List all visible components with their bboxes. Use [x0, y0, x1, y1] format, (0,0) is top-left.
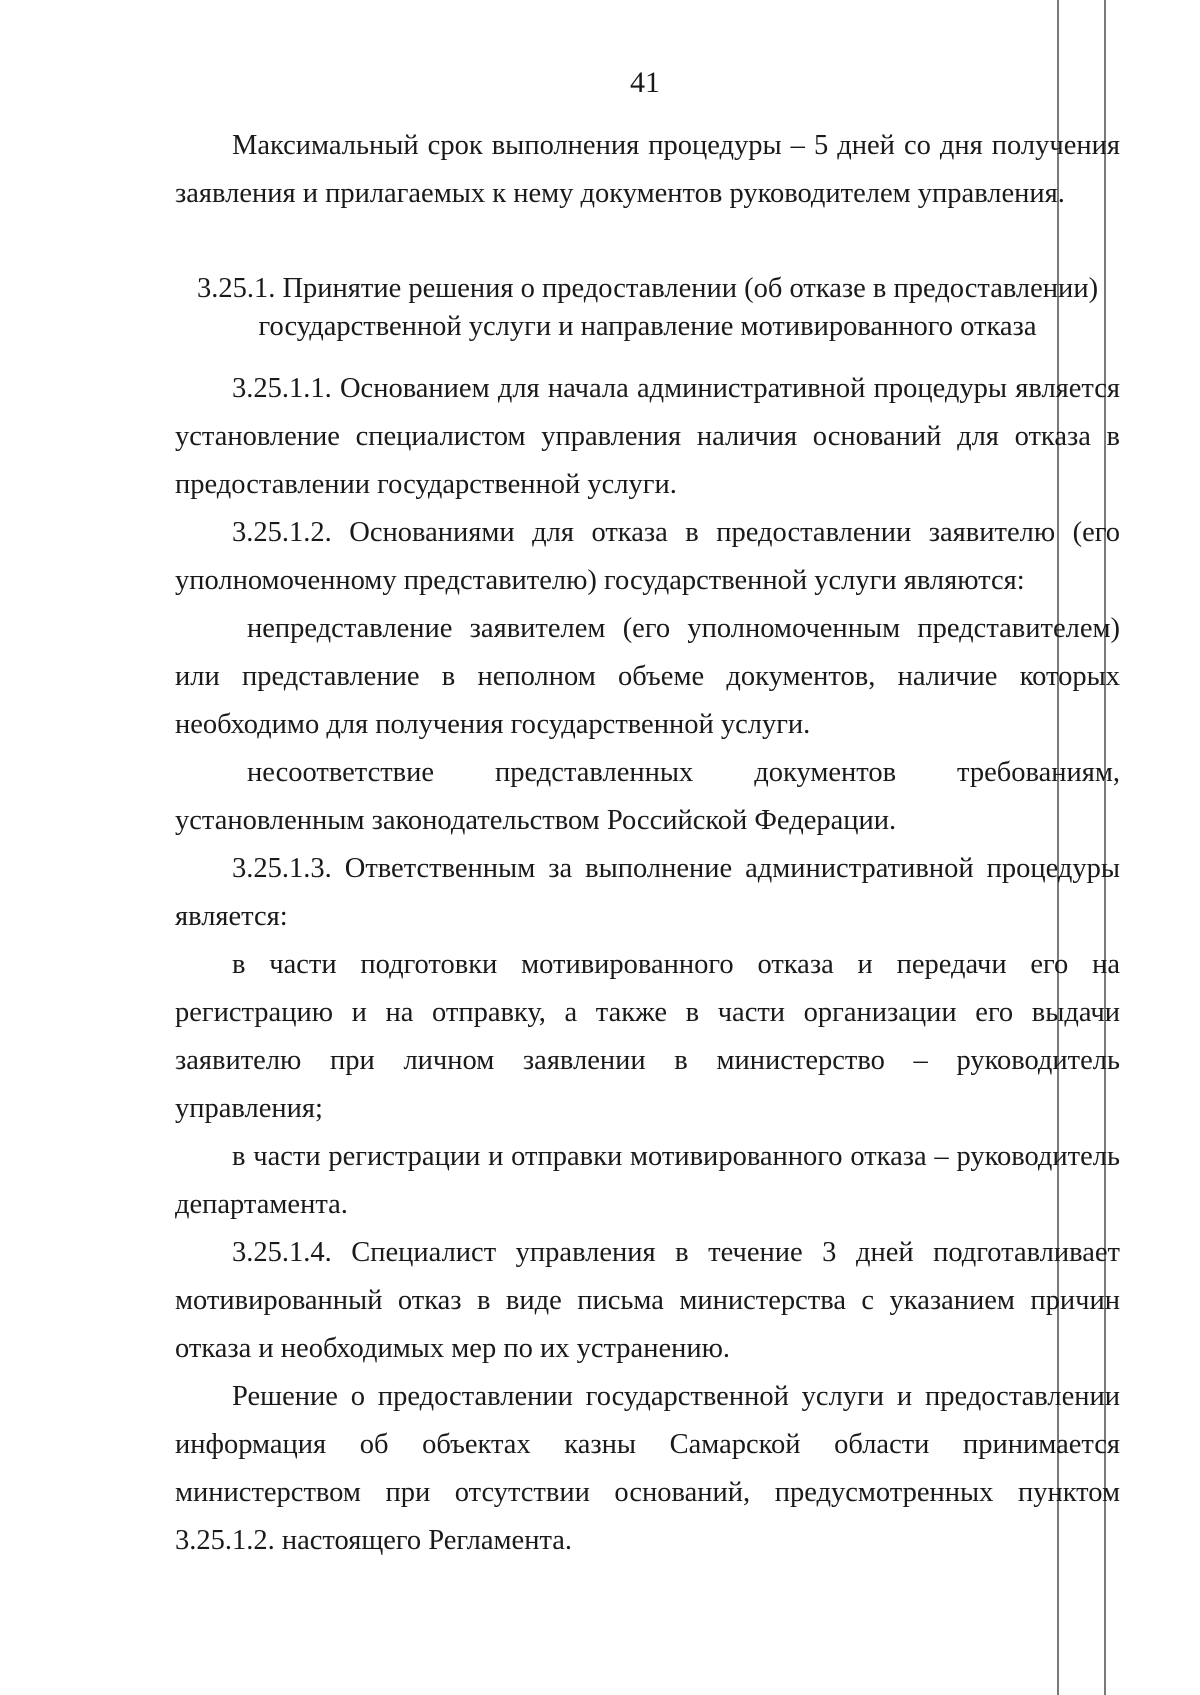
paragraph-responsible-2: в части регистрации и отправки мотивированного отказа – руководитель департамента.: [175, 1141, 1120, 1220]
intro-paragraph: Максимальный срок выполнения процедуры – 5 дней со дня получения заявления и прилагаемых к нему документов руководителем управления.: [175, 130, 1120, 209]
paragraph-3-25-1-3: 3.25.1.3. Ответственным за выполнение административной процедуры является:: [175, 853, 1120, 932]
paragraph-3-25-1-2: 3.25.1.2. Основаниями для отказа в предоставлении заявителю (его уполномоченному представителю) государственной услуги являются:: [175, 517, 1120, 596]
heading-line-2: государственной услуги и направление мотивированного отказа: [258, 311, 1037, 342]
section-heading: [175, 270, 1120, 346]
page-number: 41: [630, 66, 660, 99]
intro-block: [175, 122, 1120, 218]
paragraph-ground-1: непредставление заявителем (его уполномоченным представителем) или представление в неполном объеме документов, наличие которых необходимо для получения государственной услуги.: [175, 613, 1120, 740]
paragraph-3-25-1-1: 3.25.1.1. Основанием для начала административной процедуры является установление специалистом управления наличия оснований для отказа в предоставлении государственной услуги.: [175, 373, 1120, 500]
paragraph-ground-2: несоответствие представленных документов требованиям, установленным законодательством Российской Федерации.: [175, 757, 1120, 836]
paragraph-decision: Решение о предоставлении государственной услуги и предоставлении информация об объектах казны Самарской области принимается министерством при отсутствии оснований, предусмотренных пунктом 3.25.1.2. настоящего Регламента.: [175, 1381, 1120, 1556]
heading-line-1: 3.25.1. Принятие решения о предоставлении (об отказе в предоставлении): [196, 273, 1099, 304]
paragraph-3-25-1-4: 3.25.1.4. Специалист управления в течение 3 дней подготавливает мотивированный отказ в виде письма министерства с указанием причин отказа и необходимых мер по их устранению.: [175, 1237, 1120, 1364]
body-block: [175, 365, 1120, 1565]
paragraph-responsible-1: в части подготовки мотивированного отказа и передачи его на регистрацию и на отправку, а также в части организации его выдачи заявителю при личном заявлении в министерство – руководитель управления;: [175, 949, 1120, 1124]
